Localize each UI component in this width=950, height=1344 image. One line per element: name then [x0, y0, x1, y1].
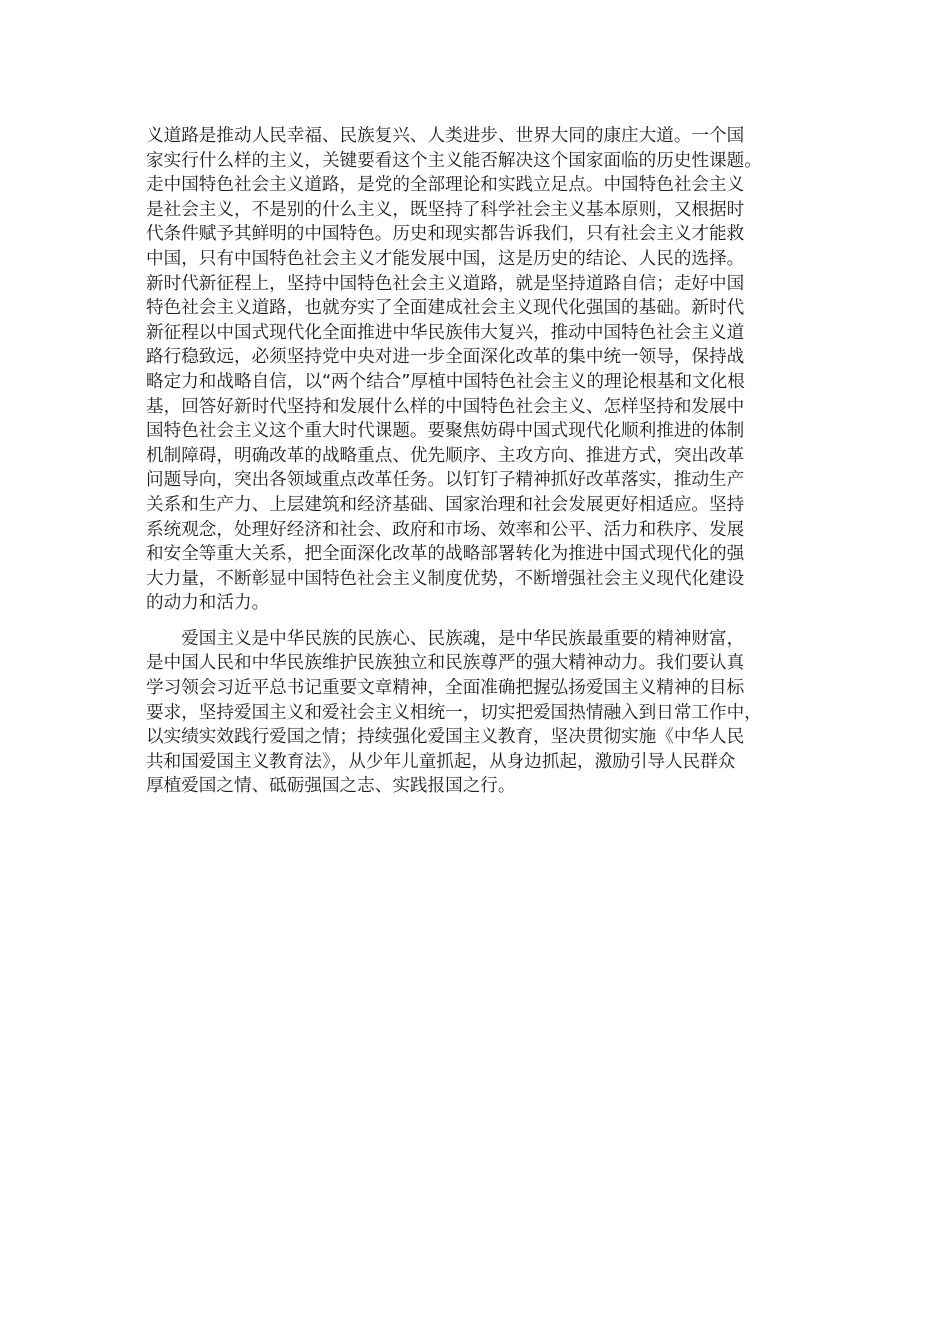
text-line: 是中国人民和中华民族维护民族独立和民族尊严的强大精神动力。我们要认真 — [146, 653, 745, 674]
text-line: 以实绩实效践行爱国之情；持续强化爱国主义教育，坚决贯彻实施《中华人民 — [146, 727, 745, 748]
text-line: 要求，坚持爱国主义和爱社会主义相统一，切实把爱国热情融入到日常工作中， — [146, 702, 762, 723]
paragraph-2 — [146, 627, 822, 799]
text-line: 新征程以中国式现代化全面推进中华民族伟大复兴，推动中国特色社会主义道 — [146, 322, 745, 343]
text-line: 新时代新征程上，坚持中国特色社会主义道路，就是坚持道路自信；走好中国 — [146, 273, 745, 294]
paragraph-spacer — [146, 616, 822, 627]
text-line: 爱国主义是中华民族的民族心、民族魂，是中华民族最重要的精神财富， — [146, 628, 745, 649]
text-line: 是社会主义，不是别的什么主义，既坚持了科学社会主义基本原则，又根据时 — [146, 199, 745, 220]
text-line: 略定力和战略自信，以“两个结合”厚植中国特色社会主义的理论根基和文化根 — [146, 371, 745, 392]
text-line: 路行稳致远，必须坚持党中央对进一步全面深化改革的集中统一领导，保持战 — [146, 347, 745, 368]
text-line: 机制障碍，明确改革的战略重点、优先顺序、主攻方向、推进方式，突出改革 — [146, 445, 745, 466]
text-line: 家实行什么样的主义，关键要看这个主义能否解决这个国家面临的历史性课题。 — [146, 150, 762, 171]
text-line: 义道路是推动人民幸福、民族复兴、人类进步、世界大同的康庄大道。一个国 — [146, 126, 745, 146]
text-line: 大力量，不断彰显中国特色社会主义制度优势，不断增强社会主义现代化建设 — [146, 568, 745, 589]
text-line: 中国，只有中国特色社会主义才能发展中国，这是历史的结论、人民的选择。 — [146, 248, 745, 269]
text-line: 问题导向，突出各领域重点改革任务。以钉钉子精神抓好改革落实，推动生产 — [146, 470, 745, 491]
text-line: 的动力和活力。 — [146, 593, 270, 614]
document-body — [146, 124, 822, 799]
text-line: 基，回答好新时代坚持和发展什么样的中国特色社会主义、怎样坚持和发展中 — [146, 396, 745, 417]
text-line: 关系和生产力、上层建筑和经济基础、国家治理和社会发展更好相适应。坚持 — [146, 494, 745, 515]
text-line: 系统观念，处理好经济和社会、政府和市场、效率和公平、活力和秩序、发展 — [146, 519, 745, 540]
text-line: 共和国爱国主义教育法》，从少年儿童抓起，从身边抓起，激励引导人民群众 — [146, 751, 736, 772]
text-line: 厚植爱国之情、砥砺强国之志、实践报国之行。 — [146, 776, 516, 797]
text-line: 走中国特色社会主义道路，是党的全部理论和实践立足点。中国特色社会主义 — [146, 175, 745, 196]
text-line: 和安全等重大关系，把全面深化改革的战略部署转化为推进中国式现代化的强 — [146, 544, 745, 565]
text-line: 特色社会主义道路，也就夯实了全面建成社会主义现代化强国的基础。新时代 — [146, 298, 745, 319]
text-line: 国特色社会主义这个重大时代课题。要聚焦妨碍中国式现代化顺利推进的体制 — [146, 421, 745, 442]
text-line: 学习领会习近平总书记重要文章精神，全面准确把握弘扬爱国主义精神的目标 — [146, 678, 745, 699]
paragraph-1 — [146, 124, 822, 616]
text-line: 代条件赋予其鲜明的中国特色。历史和现实都告诉我们，只有社会主义才能救 — [146, 224, 745, 245]
